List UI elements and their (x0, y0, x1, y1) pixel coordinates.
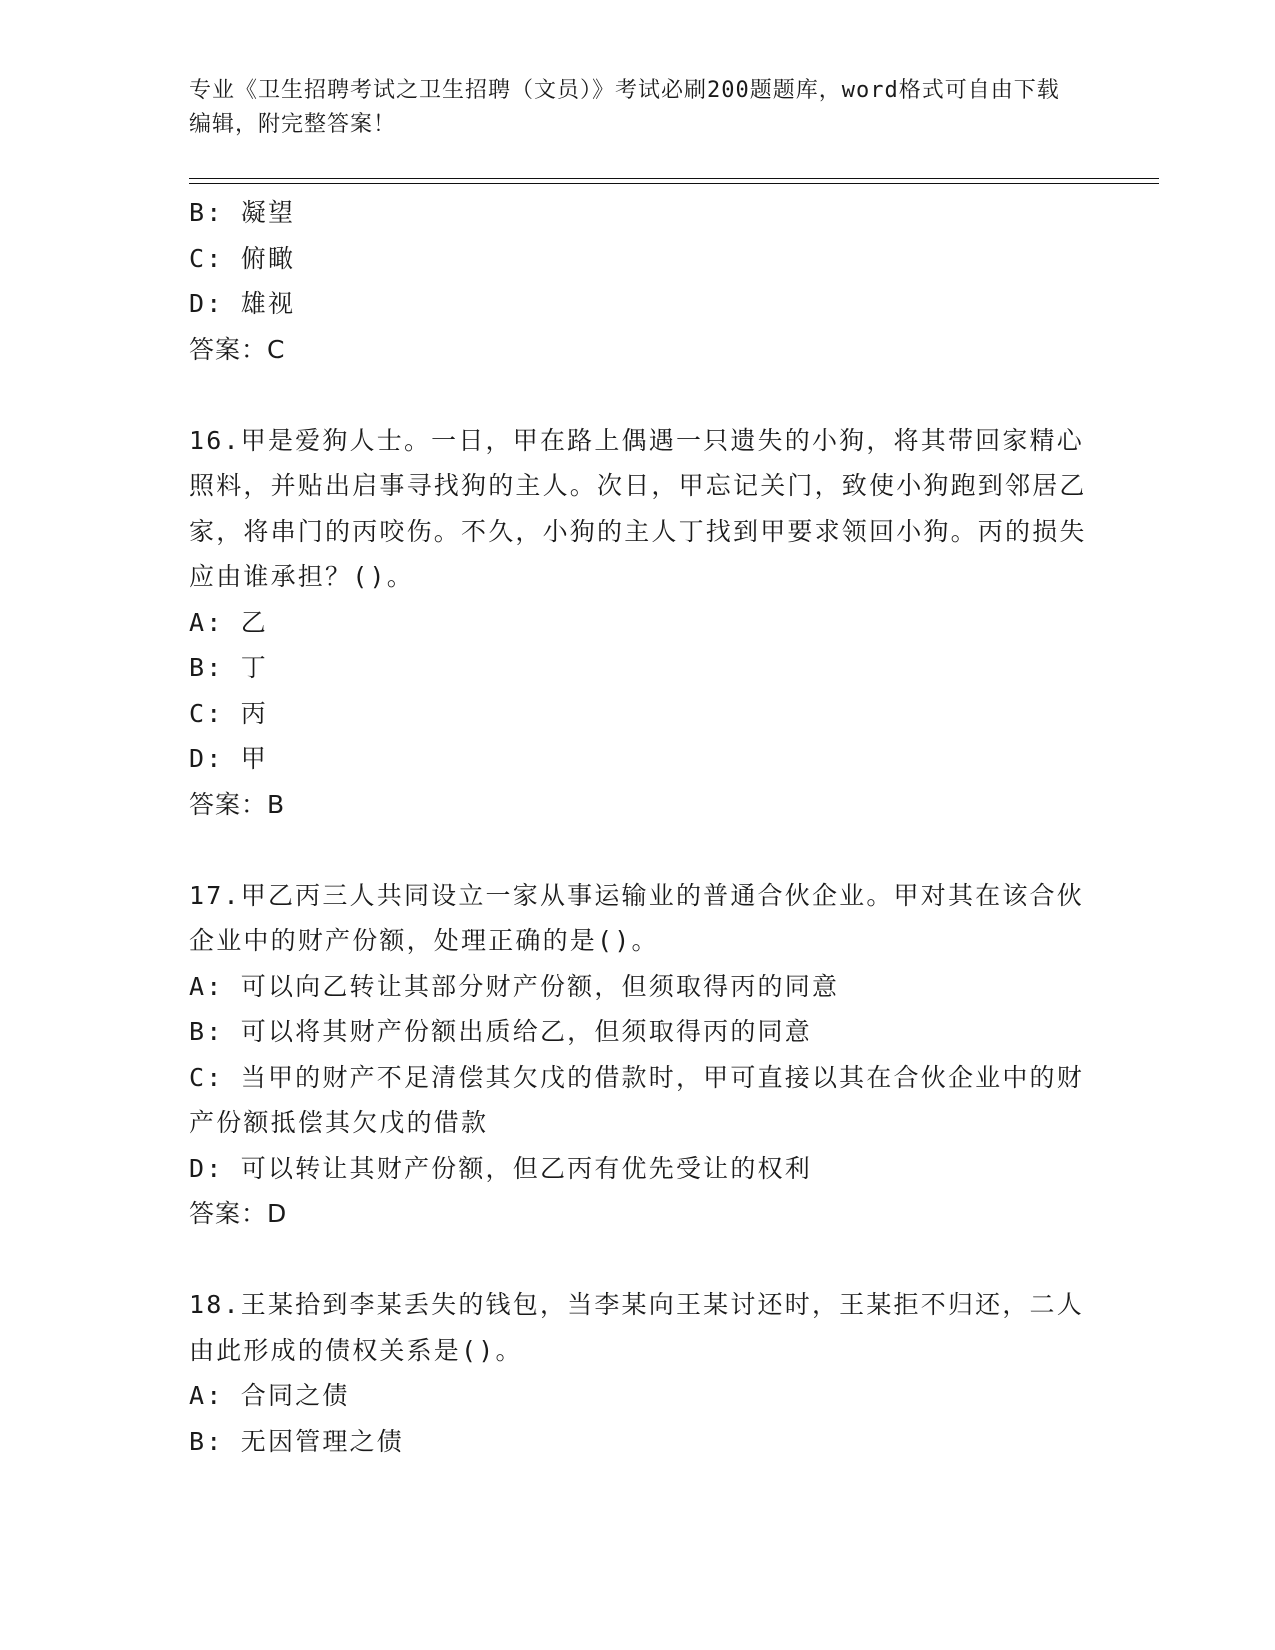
question-16 (189, 418, 1089, 828)
header-rule-bottom (189, 183, 1159, 184)
option-b: B: 可以将其财产份额出质给乙，但须取得丙的同意 (189, 1017, 812, 1046)
spacer (189, 372, 1089, 418)
question-15-continued (189, 190, 1089, 372)
option-a: A: 可以向乙转让其部分财产份额，但须取得丙的同意 (189, 971, 840, 1001)
document-header (189, 74, 1079, 142)
option-a: A: 乙 (189, 607, 268, 637)
question-text: 18.王某拾到李某丢失的钱包，当李某向王某讨还时，王某拒不归还，二人由此形成的债权关系是()。 (189, 1290, 1084, 1365)
option-c: C: 丙 (189, 698, 268, 728)
option-d: D: 可以转让其财产份额，但乙丙有优先受让的权利 (189, 1153, 812, 1183)
option-c: C: 俯瞰 (189, 243, 296, 273)
option-b: B: 丁 (189, 653, 268, 682)
option-b: B: 凝望 (189, 198, 296, 227)
header-text: 专业《卫生招聘考试之卫生招聘（文员）》考试必刷200题题库，word格式可自由下载编辑，附完整答案！ (189, 78, 1060, 137)
option-b: B: 无因管理之债 (189, 1426, 404, 1456)
answer: 答案：D (189, 1199, 288, 1228)
question-text: 16.甲是爱狗人士。一日，甲在路上偶遇一只遗失的小狗，将其带回家精心照料，并贴出启事寻找狗的主人。次日，甲忘记关门，致使小狗跑到邻居乙家，将串门的丙咬伤。不久，小狗的主人丁找到甲要求领回小狗。丙的损失应由谁承担？()。 (189, 425, 1087, 591)
question-17 (189, 873, 1089, 1237)
option-a: A: 合同之债 (189, 1381, 350, 1410)
answer: 答案：B (189, 789, 286, 819)
option-d: D: 雄视 (189, 289, 296, 318)
spacer (189, 1237, 1089, 1283)
question-text: 17.甲乙丙三人共同设立一家从事运输业的普通合伙企业。甲对其在该合伙企业中的财产份额，处理正确的是()。 (189, 880, 1084, 955)
option-d: D: 甲 (189, 744, 268, 773)
option-c: C: 当甲的财产不足清偿其欠戊的借款时，甲可直接以其在合伙企业中的财产份额抵偿其欠戊的借款 (189, 1062, 1084, 1137)
spacer (189, 827, 1089, 873)
header-rule-top (189, 178, 1159, 179)
answer: 答案：C (189, 334, 286, 364)
question-18 (189, 1282, 1089, 1464)
document-body (189, 190, 1089, 1464)
